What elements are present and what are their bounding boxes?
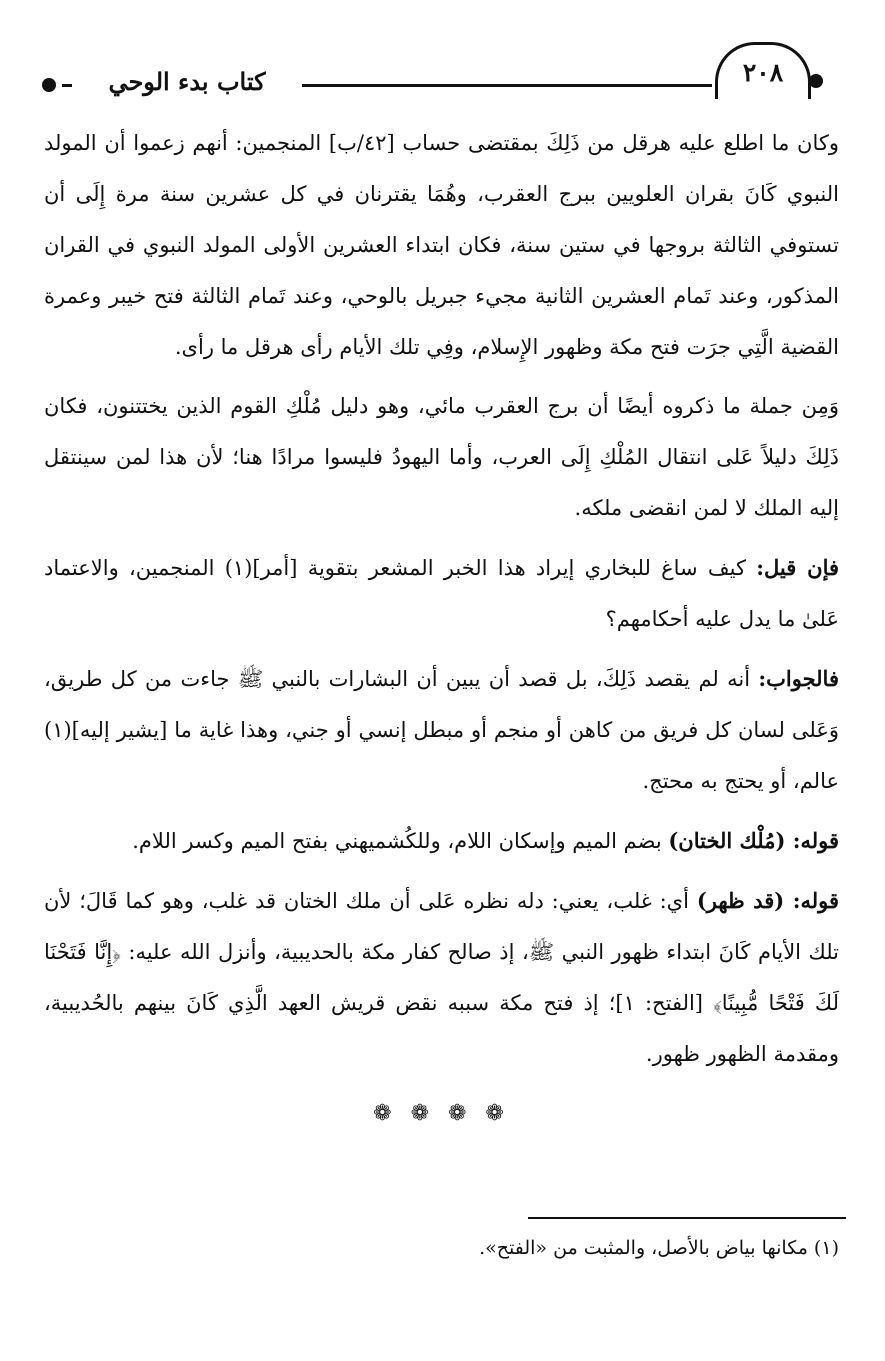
paragraph-5-text: بضم الميم وإسكان اللام، وللكُشميهني بفتح الميم وكسر اللام. — [132, 829, 662, 853]
paragraph-3 — [44, 542, 839, 645]
page-header — [0, 0, 885, 120]
running-title: كتاب بدء الوحي — [72, 62, 302, 102]
page-number: ٢٠٨ — [715, 42, 811, 99]
paragraph-6-text: أي: غلب، يعني: دله نظره عَلى أن ملك الختان قد غلب، وهو كما قَالَ؛ لأن تلك الأيام كَانَ ابتداء ظهور النبي ﷺ، إذ صالح كفار مكة بالحديبية، وأنزل الله عليه: ﴿إِنَّا فَتَحْنَا لَكَ فَتْحًا مُّبِينًا﴾ [الفتح: ١]؛ إذ فتح مكة سببه نقض قريش العهد الَّذِي كَانَ بينهم بالحُديبية، ومقدمة الظهور ظهور. — [44, 889, 839, 1066]
paragraph-5-lead: قوله: (مُلْك الختان) — [668, 828, 839, 853]
paragraph-3-text: كيف ساغ للبخاري إيراد هذا الخبر المشعر بتقوية [أمر](١) المنجمين، والاعتماد عَلىٰ ما يدل عليه أحكامهم؟ — [44, 556, 839, 631]
paragraph-2 — [44, 381, 839, 534]
paragraph-3-lead: فإن قيل: — [756, 555, 840, 580]
footnote: (١) مكانها بياض بالأصل، والمثبت من «الفتح». — [479, 1237, 839, 1259]
paragraph-6-lead: قوله: (قد ظهر) — [696, 888, 839, 913]
header-dot-left — [42, 78, 56, 92]
paragraph-2-text: وَمِن جملة ما ذكروه أيضًا أن برج العقرب مائي، وهو دليل مُلْكِ القوم الذين يختتنون، فكان ذَلِكَ دليلاً عَلى انتقال المُلْكِ إِلَى العرب، وأما اليهودُ فليسوا مرادًا هنا؛ لأن هذا لمن سينتقل إليه الملك لا لمن انقضى ملكه. — [44, 394, 840, 520]
section-ornament: ❁ ❁ ❁ ❁ — [373, 1101, 510, 1126]
paragraph-4-lead: فالجواب: — [758, 666, 839, 691]
header-dot-right — [809, 74, 823, 88]
main-text — [44, 118, 839, 1139]
paragraph-1 — [44, 118, 839, 373]
paragraph-4 — [44, 653, 839, 807]
paragraph-5 — [44, 815, 839, 867]
footnote-rule — [528, 1217, 846, 1219]
paragraph-1-text: وكان ما اطلع عليه هرقل من ذَلِكَ بمقتضى حساب [٤٢/ب] المنجمين: أنهم زعموا أن المولد النبوي كَانَ بقران العلويين ببرج العقرب، وهُمَا يقترنان في كل عشرين سنة مرة إِلَى أن تستوفي الثالثة بروجها في ستين سنة، فكان ابتداء العشرين الأولى المولد النبوي في القران المذكور، وعند تَمام العشرين الثانية مجيء جبريل بالوحي، وعند تَمام الثالثة فتح خيبر وعمرة القضية الَّتِي جرَت فتح مكة وظهور الإِسلام، وفِي تلك الأيام رأى هرقل ما رأى. — [44, 131, 840, 359]
paragraph-6 — [44, 875, 839, 1080]
paragraph-4-text: أنه لم يقصد ذَلِكَ، بل قصد أن يبين أن البشارات بالنبي ﷺ جاءت من كل طريق، وَعَلى لسان كل فريق من كاهن أو منجم أو مبطل إنسي أو جني، وهذا غاية ما [يشير إليه](١) عالم، أو يحتج به محتج. — [44, 667, 839, 793]
